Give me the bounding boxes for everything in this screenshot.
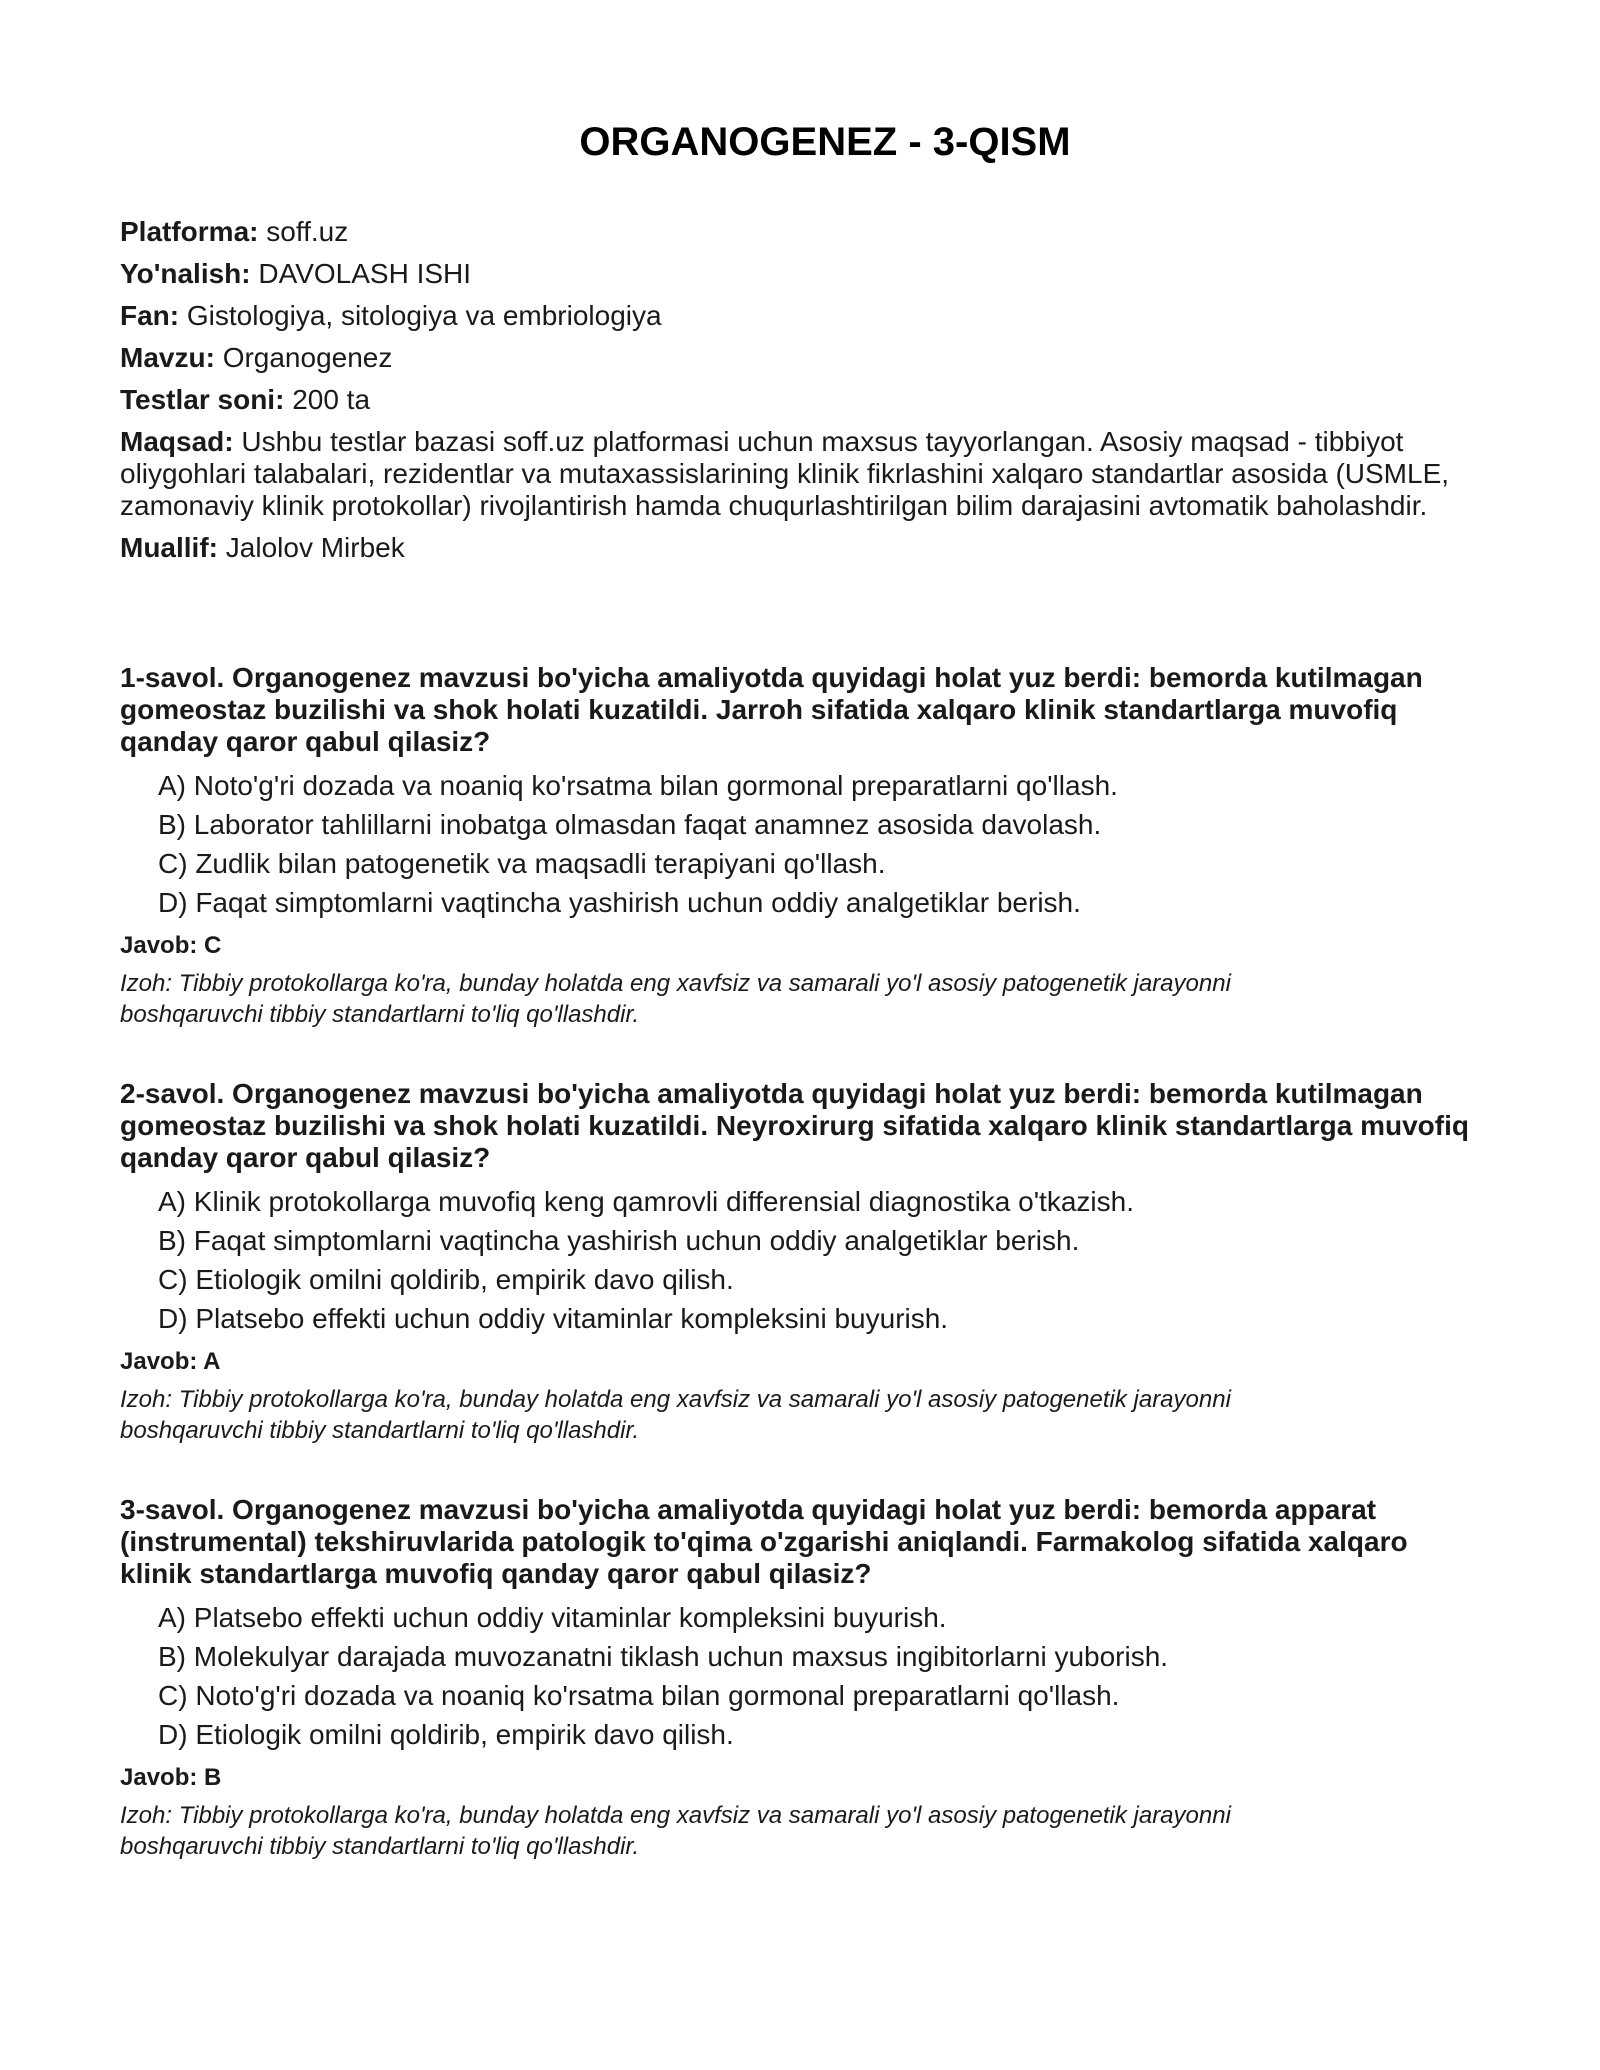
option-d: D) Platsebo effekti uchun oddiy vitaminlar kompleksini buyurish. (158, 1303, 949, 1334)
answer-options (120, 766, 1480, 922)
option-a: A) Noto'g'ri dozada va noaniq ko'rsatma bilan gormonal preparatlarni qo'llash. (158, 770, 1118, 801)
meta-fan (120, 300, 1480, 332)
option-a: A) Platsebo effekti uchun oddiy vitaminlar kompleksini buyurish. (158, 1602, 947, 1633)
answer-line (120, 932, 1480, 960)
answer-line (120, 1764, 1480, 1792)
meta-value: DAVOLASH ISHI (258, 258, 472, 289)
question-block (120, 1078, 1480, 1446)
question-block (120, 1494, 1480, 1862)
meta-label: Maqsad: (120, 426, 234, 457)
option-b: B) Faqat simptomlarni vaqtincha yashirish uchun oddiy analgetiklar berish. (158, 1225, 1080, 1256)
answer-options (120, 1182, 1480, 1338)
document-title: ORGANOGENEZ - 3-QISM (579, 120, 1071, 164)
meta-value: Jalolov Mirbek (225, 532, 405, 563)
option-a: A) Klinik protokollarga muvofiq keng qamrovli differensial diagnostika o'tkazish. (158, 1186, 1134, 1217)
answer-value: C (204, 932, 222, 959)
meta-value: Gistologiya, sitologiya va embriologiya (186, 300, 662, 331)
question-block (120, 662, 1480, 1030)
meta-muallif (120, 532, 1480, 564)
question-text: 3-savol. Organogenez mavzusi bo'yicha amaliyotda quyidagi holat yuz berdi: bemorda apparat (instrumental) tekshiruvlarida patologik to'qima o'zgarishi aniqlandi. Farmakolog sifatida xalqaro klinik standartlarga muvofiq qanday qaror qabul qilasiz? (120, 1494, 1408, 1589)
meta-value: Ushbu testlar bazasi soff.uz platformasi uchun maxsus tayyorlangan. Asosiy maqsad - tibbiyot oliygohlari talabalari, rezidentlar va mutaxassislarining klinik fikrlashini xalqaro standartlar asosida (USMLE, zamonaviy klinik protokollar) rivojlantirish hamda chuqurlashtirilgan bilim darajasini avtomatik baholashdir. (120, 426, 1450, 521)
meta-label: Testlar soni: (120, 384, 285, 415)
option-c: C) Noto'g'ri dozada va noaniq ko'rsatma bilan gormonal preparatlarni qo'llash. (158, 1680, 1120, 1711)
answer-options (120, 1598, 1480, 1754)
answer-label: Javob: (120, 1764, 198, 1791)
option-c: C) Zudlik bilan patogenetik va maqsadli terapiyani qo'llash. (158, 848, 886, 879)
option-d: D) Faqat simptomlarni vaqtincha yashirish uchun oddiy analgetiklar berish. (158, 887, 1081, 918)
option-d: D) Etiologik omilni qoldirib, empirik davo qilish. (158, 1719, 734, 1750)
meta-maqsad (120, 426, 1480, 522)
document-meta (120, 216, 1480, 564)
answer-label: Javob: (120, 1348, 198, 1375)
question-list (120, 662, 1480, 1862)
meta-label: Mavzu: (120, 342, 215, 373)
meta-label: Platforma: (120, 216, 259, 247)
meta-value: soff.uz (266, 216, 349, 247)
question-text: 2-savol. Organogenez mavzusi bo'yicha amaliyotda quyidagi holat yuz berdi: bemorda kutilmagan gomeostaz buzilishi va shok holati kuzatildi. Neyroxirurg sifatida xalqaro klinik standartlarga muvofiq qanday qaror qabul qilasiz? (120, 1078, 1469, 1173)
answer-value: B (204, 1764, 222, 1791)
explanation-note: Izoh: Tibbiy protokollarga ko'ra, bunday holatda eng xavfsiz va samarali yo'l asosiy patogenetik jarayonni boshqaruvchi tibbiy standartlarni to'liq qo'llashdir. (120, 1802, 1231, 1860)
option-c: C) Etiologik omilni qoldirib, empirik davo qilish. (158, 1264, 734, 1295)
answer-value: A (203, 1348, 221, 1375)
meta-value: Organogenez (222, 342, 393, 373)
explanation-note: Izoh: Tibbiy protokollarga ko'ra, bunday holatda eng xavfsiz va samarali yo'l asosiy patogenetik jarayonni boshqaruvchi tibbiy standartlarni to'liq qo'llashdir. (120, 970, 1231, 1028)
meta-platforma (120, 216, 1480, 248)
meta-label: Yo'nalish: (120, 258, 251, 289)
meta-label: Fan: (120, 300, 180, 331)
option-b: B) Molekulyar darajada muvozanatni tiklash uchun maxsus ingibitorlarni yuborish. (158, 1641, 1169, 1672)
explanation-note: Izoh: Tibbiy protokollarga ko'ra, bunday holatda eng xavfsiz va samarali yo'l asosiy patogenetik jarayonni boshqaruvchi tibbiy standartlarni to'liq qo'llashdir. (120, 1386, 1231, 1444)
meta-label: Muallif: (120, 532, 218, 563)
answer-label: Javob: (120, 932, 198, 959)
answer-line (120, 1348, 1480, 1376)
meta-yonalish (120, 258, 1480, 290)
meta-value: 200 ta (292, 384, 371, 415)
question-text: 1-savol. Organogenez mavzusi bo'yicha amaliyotda quyidagi holat yuz berdi: bemorda kutilmagan gomeostaz buzilishi va shok holati kuzatildi. Jarroh sifatida xalqaro klinik standartlarga muvofiq qanday qaror qabul qilasiz? (120, 662, 1423, 757)
option-b: B) Laborator tahlillarni inobatga olmasdan faqat anamnez asosida davolash. (158, 809, 1102, 840)
document-page (120, 118, 1480, 1910)
meta-testlar-soni (120, 384, 1480, 416)
meta-mavzu (120, 342, 1480, 374)
